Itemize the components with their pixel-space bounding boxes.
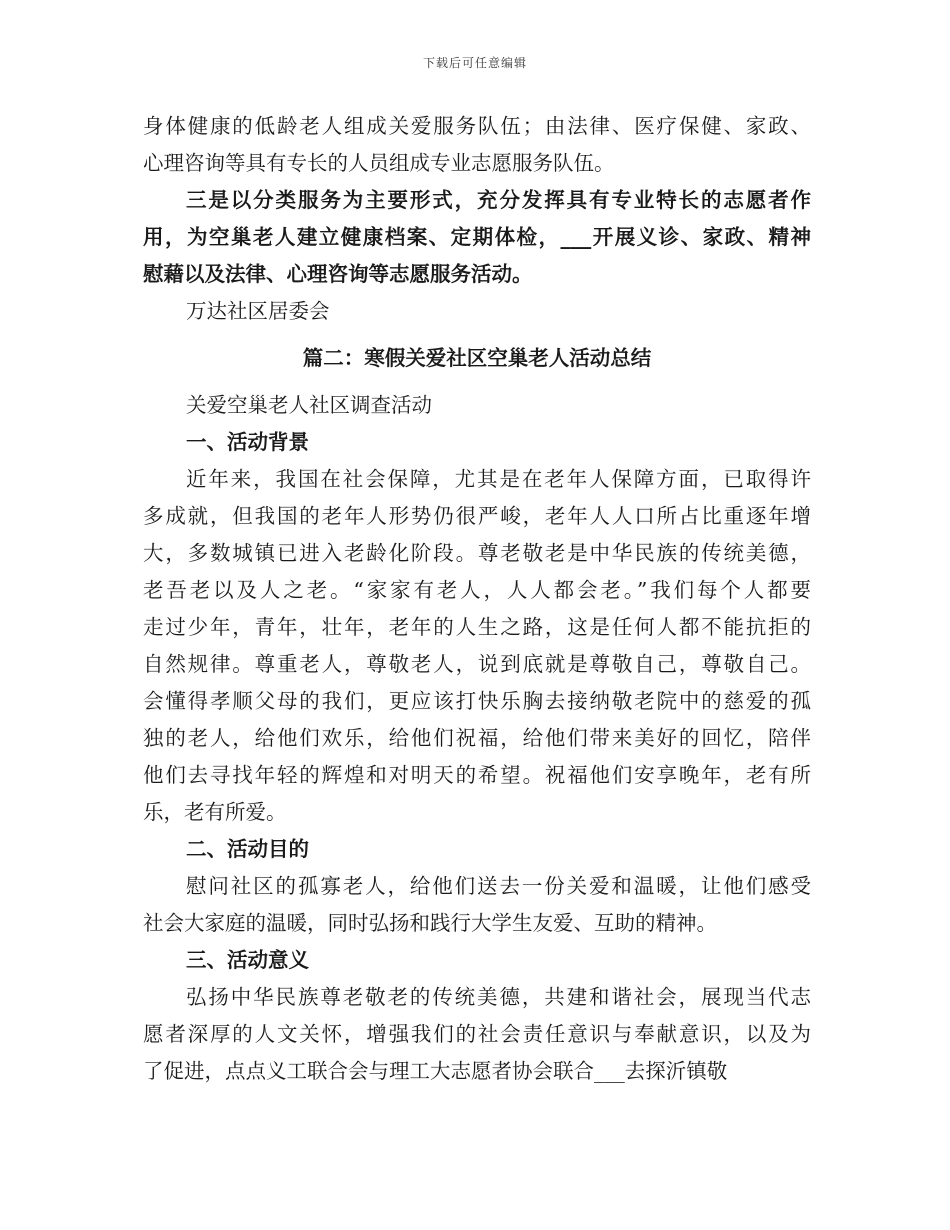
body-line: 多成就，但我国的老年人形势仍很严峻，老年人人口所占比重逐年增	[143, 504, 811, 528]
section-heading: 三、活动意义	[186, 948, 309, 972]
article-title: 篇二：寒假关爱社区空巢老人活动总结	[302, 346, 652, 370]
body-line: 愿者深厚的人文关怀，增强我们的社会责任意识与奉献意识，以及为	[143, 1022, 811, 1046]
body-line: 慰问社区的孤寡老人，给他们送去一份关爱和温暖，让他们感受	[186, 874, 811, 898]
body-line: 弘扬中华民族尊老敬老的传统美德，共建和谐社会，展现当代志	[186, 985, 811, 1009]
body-line: 身体健康的低龄老人组成关爱服务队伍；由法律、医疗保健、家政、	[143, 114, 811, 138]
body-line: 心理咨询等具有专长的人员组成专业志愿服务队伍。	[143, 151, 615, 175]
bold-paragraph-line: 慰藉以及法律、心理咨询等志愿服务活动。	[143, 262, 533, 286]
body-line: 走过少年，青年，壮年，老年的人生之路，这是任何人都不能抗拒的	[143, 615, 811, 639]
bold-paragraph-line: 三是以分类服务为主要形式，充分发挥具有专业特长的志愿者作	[186, 188, 811, 212]
body-line: 社会大家庭的温暖，同时弘扬和践行大学生友爱、互助的精神。	[143, 911, 717, 935]
body-line: 会懂得孝顺父母的我们，更应该打快乐胸去接纳敬老院中的慈爱的孤	[143, 689, 811, 713]
body-line: 乐，老有所爱。	[143, 800, 287, 824]
body-line: 大，多数城镇已进入老龄化阶段。尊老敬老是中华民族的传统美德，	[143, 541, 811, 565]
page-header: 下载后可任意编辑	[422, 56, 527, 70]
body-line: 老吾老以及人之老。“家家有老人，人人都会老。”我们每个人都要	[143, 578, 811, 602]
document-body	[143, 108, 811, 1090]
section-heading: 一、活动背景	[186, 430, 309, 454]
body-line: 独的老人，给他们欢乐，给他们祝福，给他们带来美好的回忆，陪伴	[143, 726, 811, 750]
body-line: 他们去寻找年轻的辉煌和对明天的希望。祝福他们安享晚年，老有所	[143, 763, 811, 787]
article-subtitle: 关爱空巢老人社区调查活动	[186, 393, 432, 417]
body-line: 了促进，点点义工联合会与理工大志愿者协会联合___去探沂镇敬	[143, 1059, 728, 1083]
bold-paragraph-line: 用，为空巢老人建立健康档案、定期体检，___开展义诊、家政、精神	[143, 225, 811, 249]
body-line: 自然规律。尊重老人，尊敬老人，说到底就是尊敬自己，尊敬自己。	[143, 652, 811, 676]
section-heading: 二、活动目的	[186, 837, 309, 861]
signature: 万达社区居委会	[186, 299, 330, 323]
body-line: 近年来，我国在社会保障，尤其是在老年人保障方面，已取得许	[186, 467, 811, 491]
